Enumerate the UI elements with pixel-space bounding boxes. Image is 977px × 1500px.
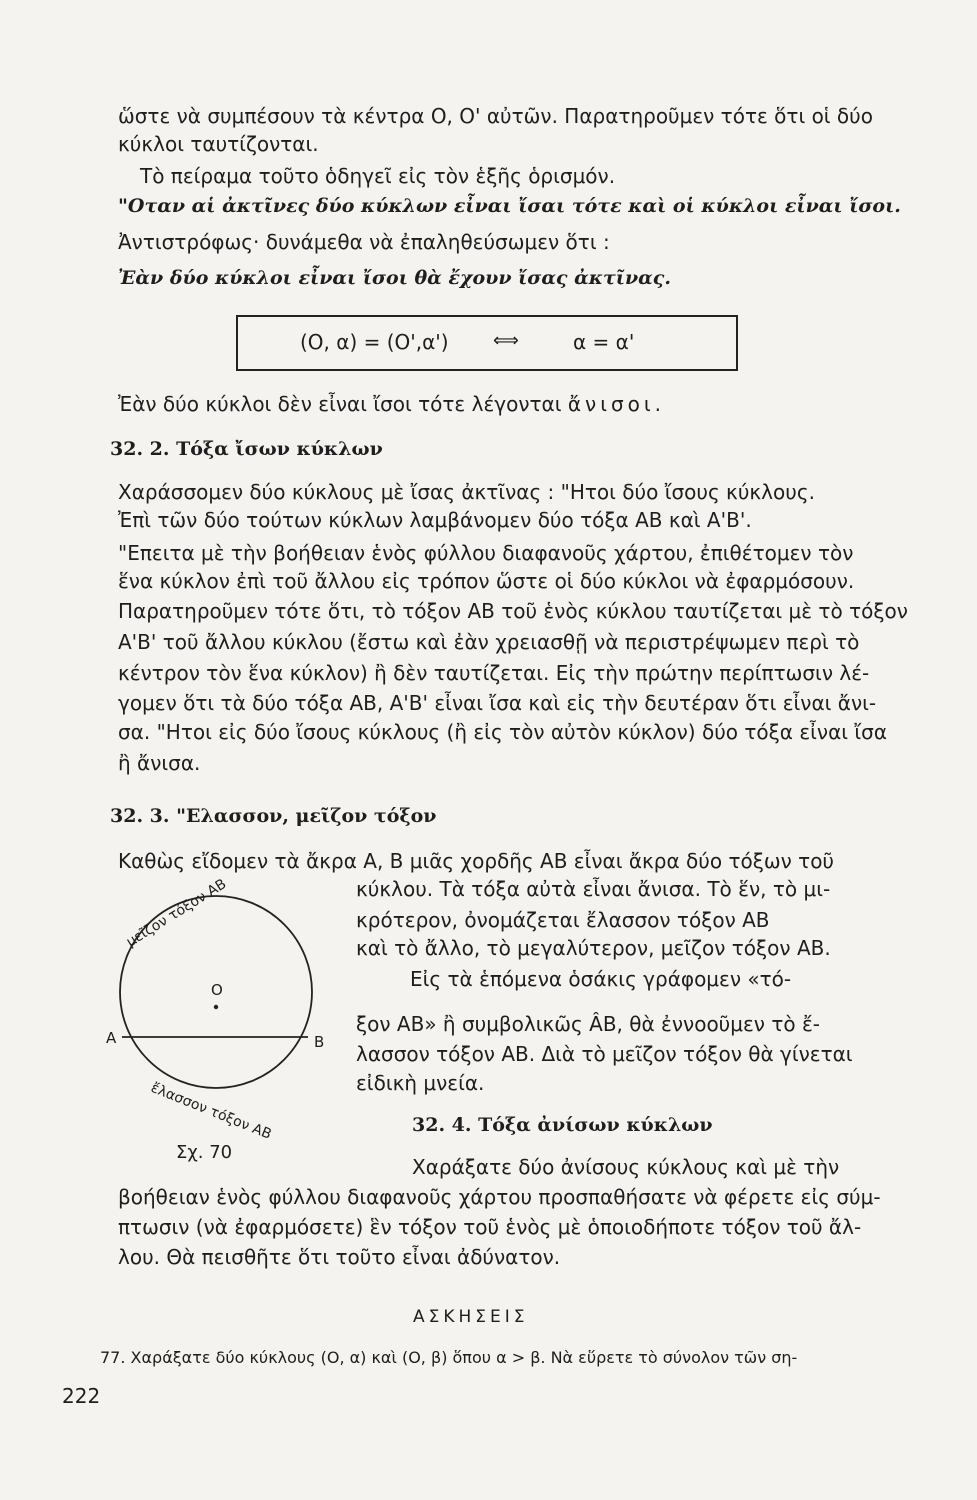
text-fragment: Ἐὰν δύο κύκλοι δὲν εἶναι ἴσοι τότε λέγονται (118, 392, 562, 416)
text-line: Καθὼς εἴδομεν τὰ ἄκρα Α, Β μιᾶς χορδῆς ΑΒ εἶναι ἄκρα δύο τόξων τοῦ (118, 849, 835, 873)
minor-arc-label: ἔλασσον τόξον ΑΒ (148, 1079, 274, 1143)
text-line: Παρατηροῦμεν τότε ὅτι, τὸ τόξον ΑΒ τοῦ ἑνὸς κύκλου ταυτίζεται μὲ τὸ τόξον (118, 599, 908, 623)
text-line: Ἐπὶ τῶν δύο τούτων κύκλων λαμβάνομεν δύο τόξα ΑΒ καὶ Α'Β'. (118, 508, 752, 532)
definition-text: "Οταν αἱ ἀκτῖνες δύο κύκλων εἶναι ἴσαι τότε καὶ οἱ κύκλοι εἶναι ἴσοι. (118, 195, 901, 217)
text-line: Χαράσσομεν δύο κύκλους μὲ ἴσας ἀκτῖνας : "Ητοι δύο ἴσους κύκλους. (118, 480, 815, 504)
text-line: "Επειτα μὲ τὴν βοήθειαν ἑνὸς φύλλου διαφανοῦς χάρτου, ἐπιθέτομεν τὸν (118, 541, 854, 565)
exercise-77: 77. Χαράξατε δύο κύκλους (Ο, α) καὶ (Ο, β) ὅπου α > β. Νὰ εὕρετε τὸ σύνολον τῶν ση- (100, 1348, 798, 1367)
section-heading: 32. 2. Τόξα ἴσων κύκλων (110, 438, 383, 460)
text-line: γομεν ὅτι τὰ δύο τόξα ΑΒ, Α'Β' εἶναι ἴσα καὶ εἰς τὴν δευτέραν ὅτι εἶναι ἄνι- (118, 691, 877, 715)
theorem-text: Ἐὰν δύο κύκλοι εἶναι ἴσοι θὰ ἔχουν ἴσας ἀκτῖνας. (118, 267, 671, 289)
major-arc-label: μεῖζον τόξον ΑΒ (123, 876, 230, 951)
text-line: ὥστε νὰ συμπέσουν τὰ κέντρα Ο, Ο' αὐτῶν. Παρατηροῦμεν τότε ὅτι οἱ δύο (118, 104, 873, 128)
formula-right: α = α' (573, 330, 635, 354)
text-line: Εἰς τὰ ἑπόμενα ὁσάκις γράφομεν «τό- (410, 967, 792, 991)
text-line: κρότερον, ὀνομάζεται ἔλασσον τόξον ΑΒ (356, 908, 770, 932)
text-line: κύκλοι ταυτίζονται. (118, 132, 319, 156)
text-line: λασσον τόξον ΑΒ. Διὰ τὸ μεῖζον τόξον θὰ γίνεται (356, 1042, 853, 1066)
text-line: πτωσιν (νὰ ἐφαρμόσετε) ἓν τόξον τοῦ ἑνὸς μὲ ὁποιοδήποτε τόξον τοῦ ἄλ- (118, 1215, 862, 1239)
text-line: λου. Θὰ πεισθῆτε ὅτι τοῦτο εἶναι ἀδύνατον. (118, 1245, 561, 1269)
page-number: 222 (62, 1384, 101, 1408)
text-line: Ἀντιστρόφως· δυνάμεθα νὰ ἐπαληθεύσωμεν ὅτι : (118, 230, 610, 254)
section-heading: 32. 4. Τόξα ἀνίσων κύκλων (412, 1114, 713, 1136)
section-heading: 32. 3. "Ελασσον, μεῖζον τόξον (110, 805, 437, 827)
figure-caption: Σχ. 70 (176, 1142, 233, 1163)
text-line: κύκλου. Τὰ τόξα αὐτὰ εἶναι ἄνισα. Τὸ ἕν, τὸ μι- (356, 877, 831, 901)
formula-box (236, 315, 738, 371)
text-line (118, 392, 665, 416)
center-label: Ο (211, 981, 223, 999)
center-point (214, 1005, 218, 1009)
text-line: κέντρον τὸν ἕνα κύκλον) ἢ δὲν ταυτίζεται. Εἰς τὴν πρώτην περίπτωσιν λέ- (118, 661, 870, 685)
point-b-label: Β (314, 1033, 325, 1051)
circle-chord-figure (96, 876, 336, 1143)
text-line: σα. "Ητοι εἰς δύο ἴσους κύκλους (ἢ εἰς τὸν αὐτὸν κύκλον) δύο τόξα εἶναι ἴσα (118, 720, 888, 744)
text-line: Χαράξατε δύο ἀνίσους κύκλους καὶ μὲ τὴν (412, 1155, 840, 1179)
exercises-heading: ΑΣΚΗΣΕΙΣ (413, 1307, 529, 1327)
equivalence-arrow-icon: ⟺ (493, 330, 519, 351)
spaced-term: ἄνισοι. (567, 392, 666, 416)
text-line: ξον ΑΒ» ἢ συμβολικῶς ÂB, θὰ ἐννοοῦμεν τὸ ἔ- (356, 1012, 820, 1036)
text-line: ἕνα κύκλον ἐπὶ τοῦ ἄλλου εἰς τρόπον ὥστε οἱ δύο κύκλοι νὰ ἐφαρμόσουν. (118, 569, 855, 593)
text-line: καὶ τὸ ἄλλο, τὸ μεγαλύτερον, μεῖζον τόξον ΑΒ. (356, 936, 831, 960)
formula-left: (Ο, α) = (Ο',α') (300, 330, 449, 354)
point-a-label: Α (106, 1029, 117, 1047)
text-line: Α'Β' τοῦ ἄλλου κύκλου (ἔστω καὶ ἐὰν χρειασθῇ νὰ περιστρέψωμεν περὶ τὸ (118, 630, 860, 654)
text-line: βοήθειαν ἑνὸς φύλλου διαφανοῦς χάρτου προσπαθήσατε νὰ φέρετε εἰς σύμ- (118, 1185, 881, 1209)
text-line: Τὸ πείραμα τοῦτο ὁδηγεῖ εἰς τὸν ἑξῆς ὁρισμόν. (140, 164, 616, 188)
text-line: ἢ ἄνισα. (118, 751, 201, 775)
text-line: εἰδικὴ μνεία. (356, 1071, 485, 1095)
